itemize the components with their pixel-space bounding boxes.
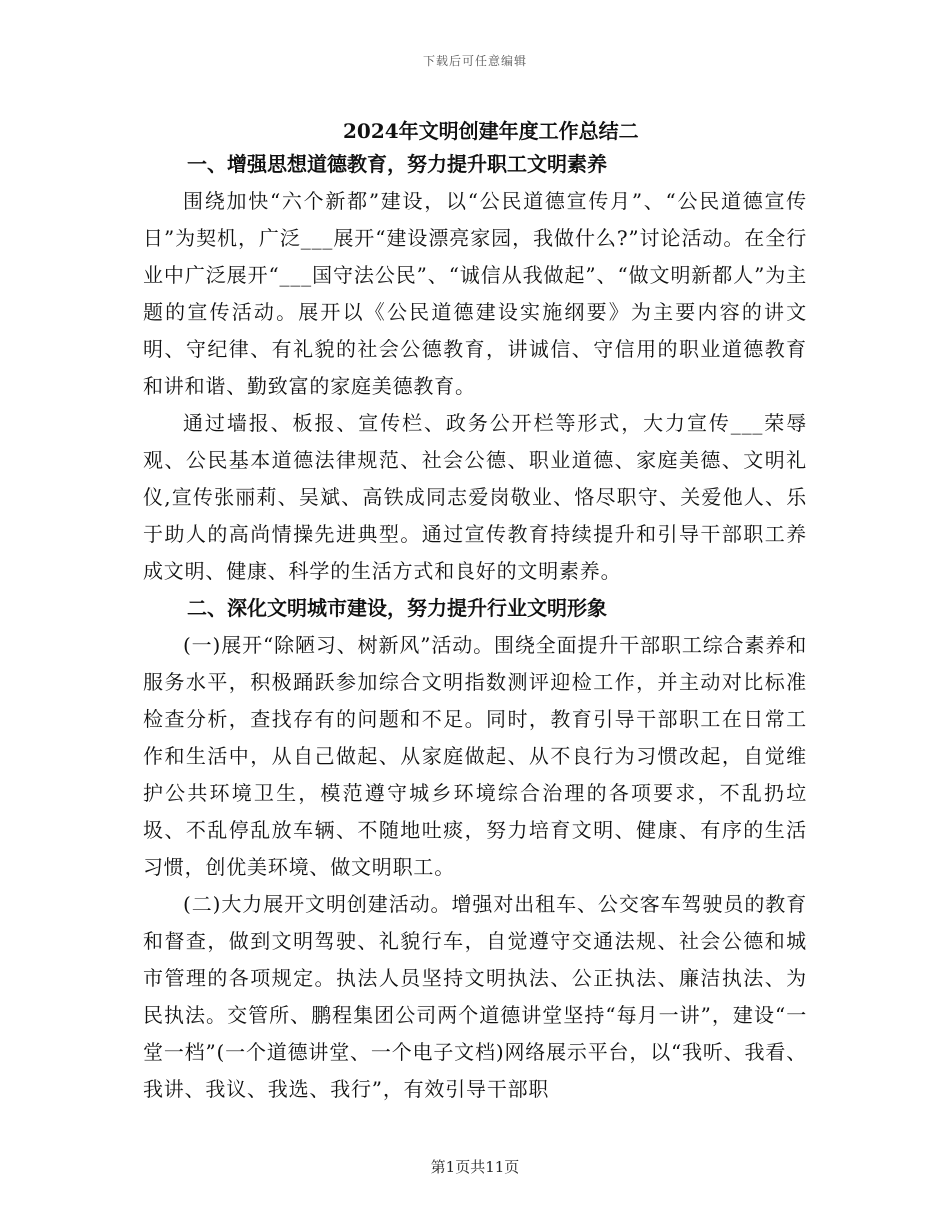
- section-heading-1: 一、增强思想道德教育，努力提升职工文明素养: [187, 152, 607, 176]
- document-body: [143, 118, 807, 1108]
- section-heading-2: 二、深化文明城市建设，努力提升行业文明形象: [187, 596, 607, 620]
- paragraph: 围绕加快“六个新都”建设，以“公民道德宣传月”、“公民道德宣传日”为契机，广泛___展开“建设漂亮家园，我做什么?”讨论活动。在全行业中广泛展开“___国守法公民”、“诚信从我做起”、“做文明新都人”为主题的宣传活动。展开以《公民道德建设实施纲要》为主要内容的讲文明、守纪律、有礼貌的社会公德教育，讲诚信、守信用的职业道德教育和讲和谐、勤致富的家庭美德教育。: [143, 189, 807, 398]
- paragraph: 通过墙报、板报、宣传栏、政务公开栏等形式，大力宣传___荣辱观、公民基本道德法律规范、社会公德、职业道德、家庭美德、文明礼仪,宣传张丽莉、吴斌、高铁成同志爱岗敬业、恪尽职守、关爱他人、乐于助人的高尚情操先进典型。通过宣传教育持续提升和引导干部职工养成文明、健康、科学的生活方式和良好的文明素养。: [143, 411, 807, 583]
- paragraph: (一)展开“除陋习、树新风”活动。围绕全面提升干部职工综合素养和服务水平，积极踊跃参加综合文明指数测评迎检工作，并主动对比标准检查分析，查找存有的问题和不足。同时，教育引导干部职工在日常工作和生活中，从自己做起、从家庭做起、从不良行为习惯改起，自觉维护公共环境卫生，模范遵守城乡环境综合治理的各项要求，不乱扔垃圾、不乱停乱放车辆、不随地吐痰，努力培育文明、健康、有序的生活习惯，创优美环境、做文明职工。: [143, 633, 807, 879]
- page-number: 第1页共11页: [430, 1158, 520, 1176]
- paragraph: (二)大力展开文明创建活动。增强对出租车、公交客车驾驶员的教育和督查，做到文明驾驶、礼貌行车，自觉遵守交通法规、社会公德和城市管理的各项规定。执法人员坚持文明执法、公正执法、廉洁执法、为民执法。交管所、鹏程集团公司两个道德讲堂坚持“每月一讲”，建设“一堂一档”(一个道德讲堂、一个电子文档)网络展示平台，以“我听、我看、我讲、我议、我选、我行”，有效引导干部职: [143, 892, 807, 1101]
- document-title: 2024年文明创建年度工作总结二: [343, 119, 639, 143]
- header-note: 下载后可任意编辑: [422, 54, 527, 68]
